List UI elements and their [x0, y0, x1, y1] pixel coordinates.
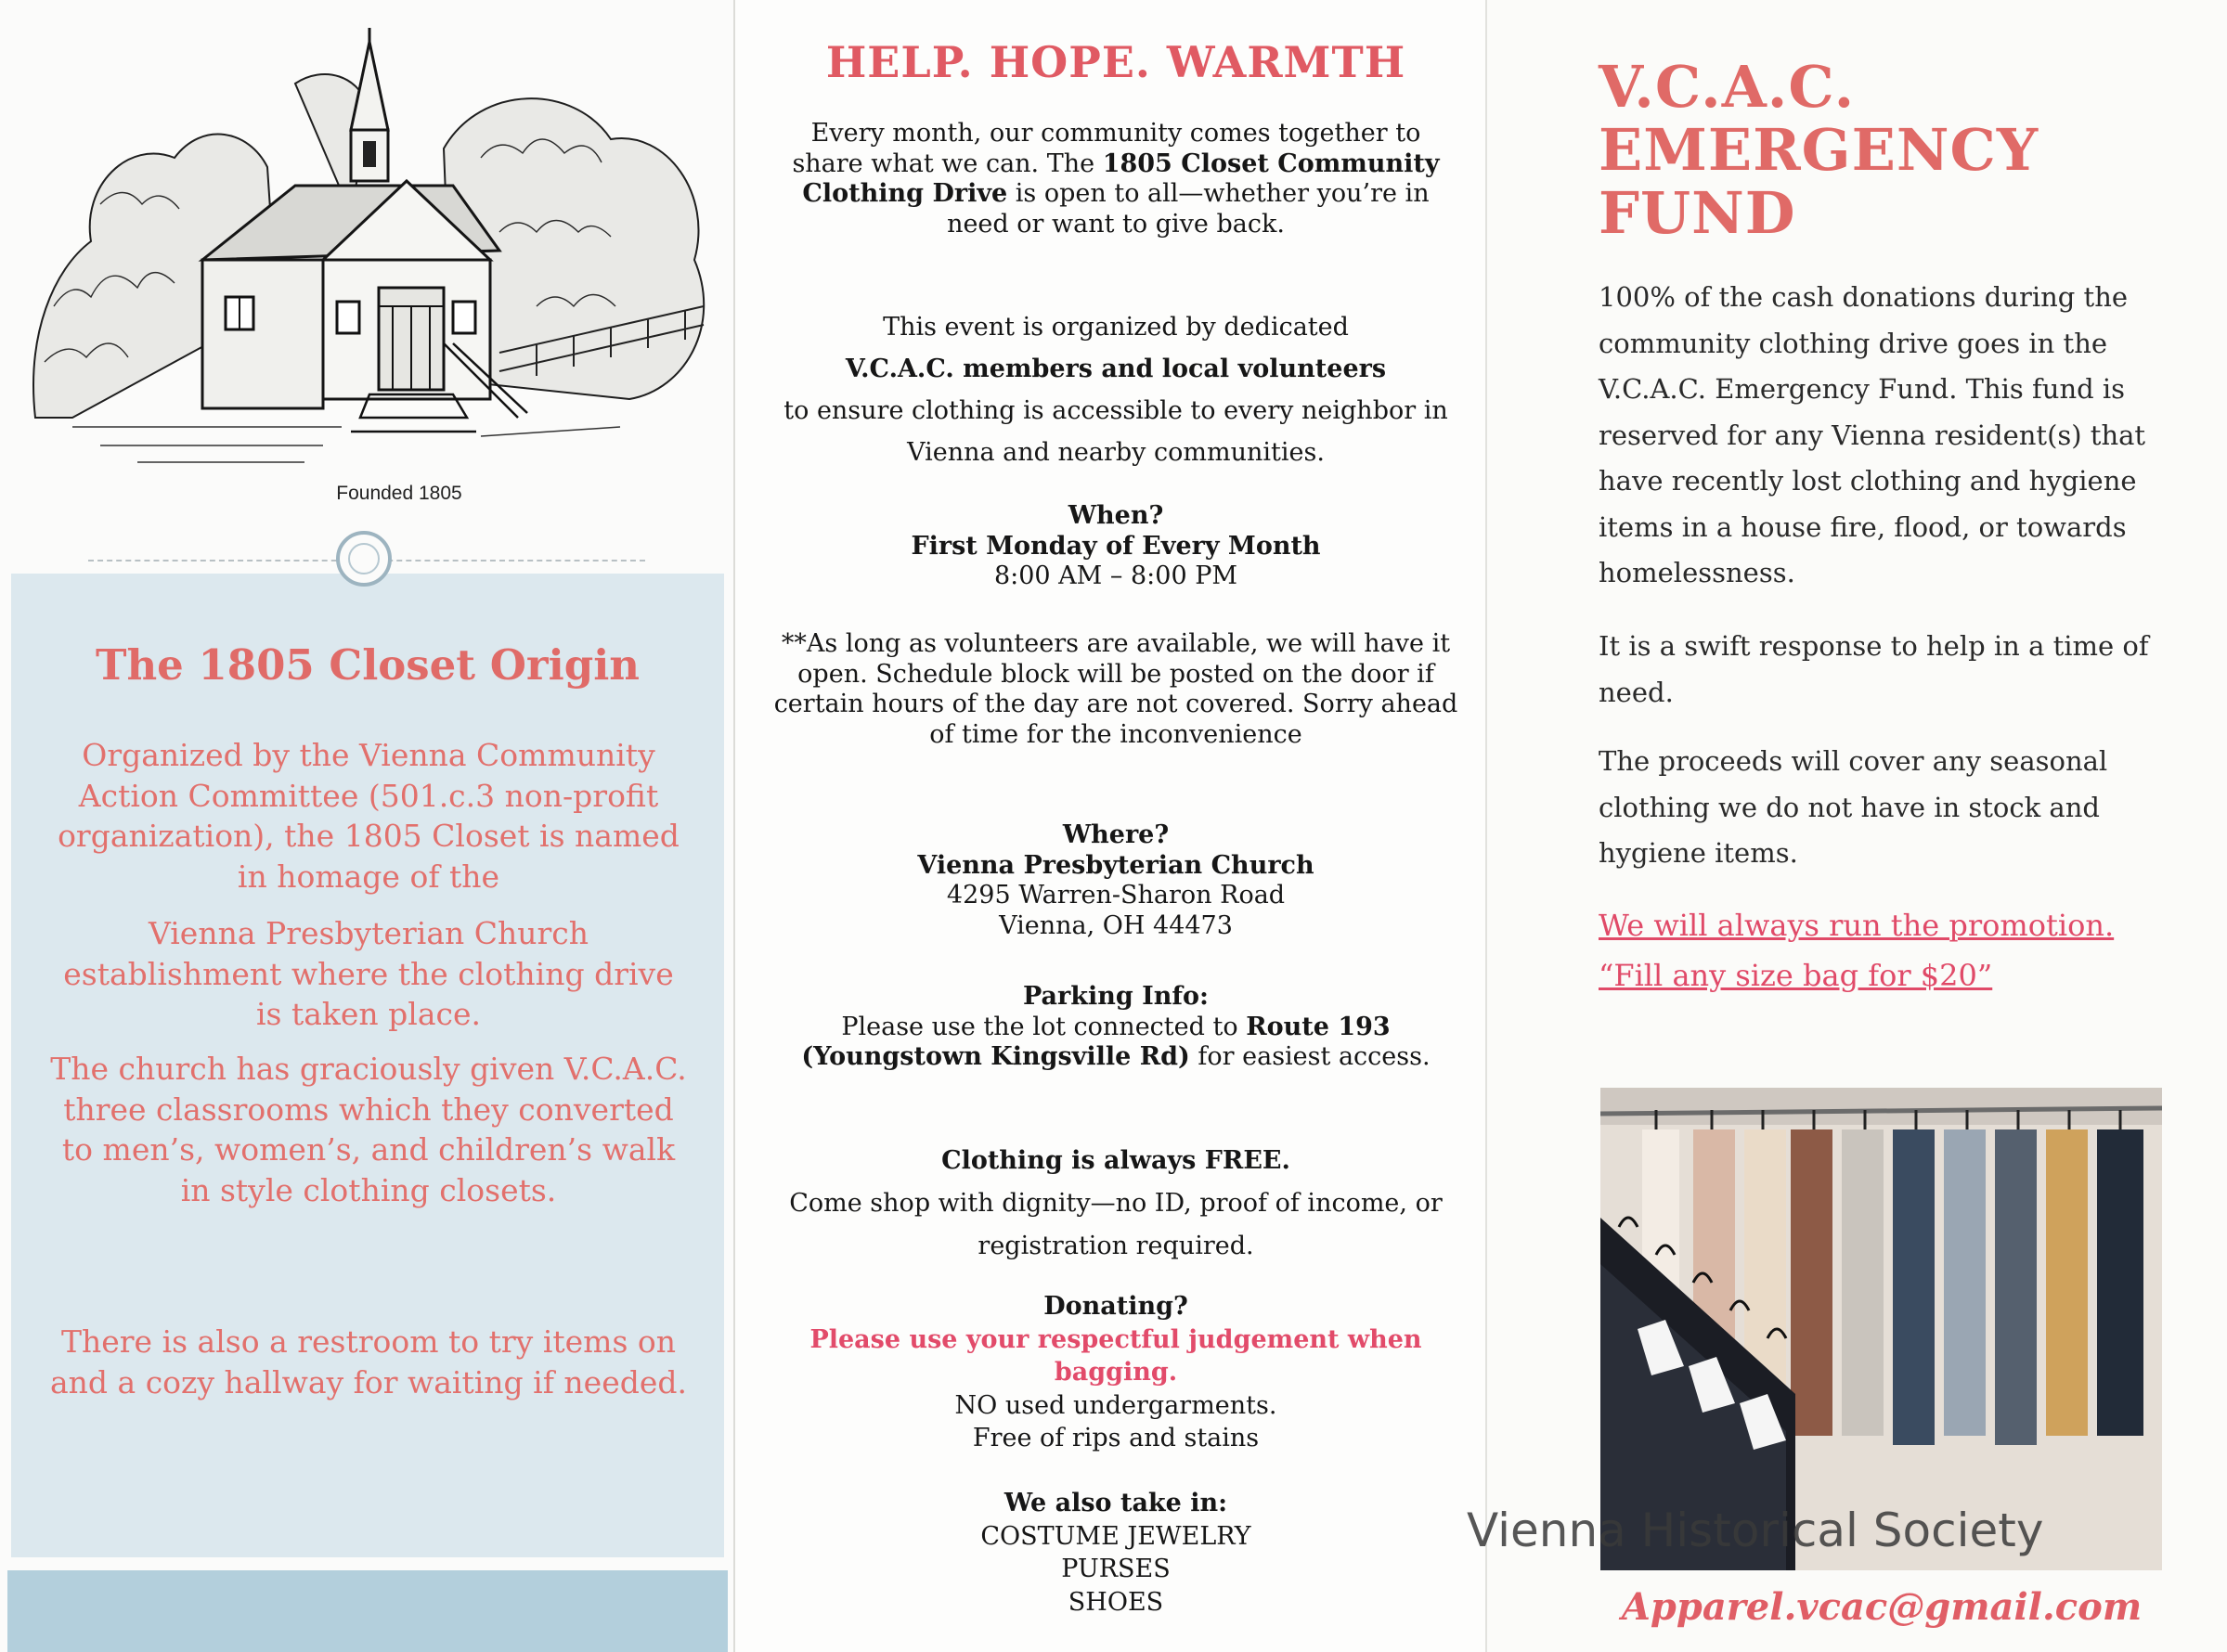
- intro-text: Every month, our community comes together to share what we can. The 1805 Closet Community Clothing Drive is open to all—whether you’re in need or want to give back.: [792, 119, 1440, 239]
- promotion-text: We will always run the promotion. “Fill any size bag for $20”: [1599, 908, 2115, 993]
- watermark-text: Vienna Historical Society: [1467, 1504, 2044, 1557]
- origin-paragraph-4: There is also a restroom to try items on and a cozy hallway for waiting if needed.: [49, 1323, 687, 1400]
- contact-email[interactable]: Apparel.vcac@gmail.com: [1621, 1585, 2143, 1629]
- footer-band: [7, 1570, 728, 1652]
- when-section: When? First Monday of Every Month 8:00 AM – 8:00 PM: [911, 501, 1321, 590]
- founded-caption: Founded 1805: [336, 483, 462, 504]
- origin-paragraph-3: The church has graciously given V.C.A.C. three classrooms which they converted to men’s, women’s, and children’s walk in style clothing closets.: [50, 1051, 687, 1208]
- clothing-rack-photo: [1600, 1088, 2162, 1570]
- parking-section: Parking Info: Please use the lot connected to Route 193 (Youngstown Kingsville Rd) for easiest access.: [801, 982, 1431, 1071]
- middle-panel: [733, 0, 1487, 1652]
- also-take-section: We also take in: COSTUME JEWELRY PURSES SHOES: [980, 1489, 1251, 1617]
- church-illustration: [17, 28, 722, 483]
- ring-icon: [336, 531, 392, 587]
- fund-paragraph-1: 100% of the cash donations during the community clothing drive goes in the V.C.A.C. Emergency Fund. This fund is reserved for any Vienna resident(s) that have recently lost clothing and hygiene items in a house fire, flood, or towards homelessness.: [1599, 281, 2146, 588]
- fund-title: V.C.A.C. EMERGENCY FUND: [1599, 53, 2039, 247]
- donating-warning: Please use your respectful judgement when bagging.: [809, 1324, 1422, 1387]
- left-panel: [0, 0, 733, 1652]
- fund-paragraph-2: It is a swift response to help in a time of need.: [1599, 630, 2149, 708]
- free-section: Clothing is always FREE. Come shop with dignity—no ID, proof of income, or registration required.: [789, 1146, 1443, 1260]
- right-panel: [1487, 0, 2227, 1652]
- organized-text: This event is organized by dedicated V.C.A.C. members and local volunteers to ensure clothing is accessible to every neighbor in Vienna and nearby communities.: [783, 313, 1448, 467]
- donating-section: Donating? Please use your respectful judgement when bagging. NO used undergarments. Free of rips and stains: [809, 1292, 1422, 1452]
- origin-paragraph-2: Vienna Presbyterian Church establishment where the clothing drive is taken place.: [63, 915, 674, 1032]
- fund-paragraph-3: The proceeds will cover any seasonal clothing we do not have in stock and hygiene items.: [1599, 745, 2108, 869]
- availability-note: **As long as volunteers are available, we will have it open. Schedule block will be posted on the door if certain hours of the day are not covered. Sorry ahead of time for the inconvenience: [773, 629, 1458, 749]
- origin-title: The 1805 Closet Origin: [95, 640, 641, 690]
- main-heading: HELP. HOPE. WARMTH: [825, 37, 1406, 87]
- origin-paragraph-1: Organized by the Vienna Community Action Committee (501.c.3 non-profit organization), the 1805 Closet is named in homage of the: [58, 737, 680, 895]
- where-section: Where? Vienna Presbyterian Church 4295 Warren-Sharon Road Vienna, OH 44473: [917, 820, 1314, 940]
